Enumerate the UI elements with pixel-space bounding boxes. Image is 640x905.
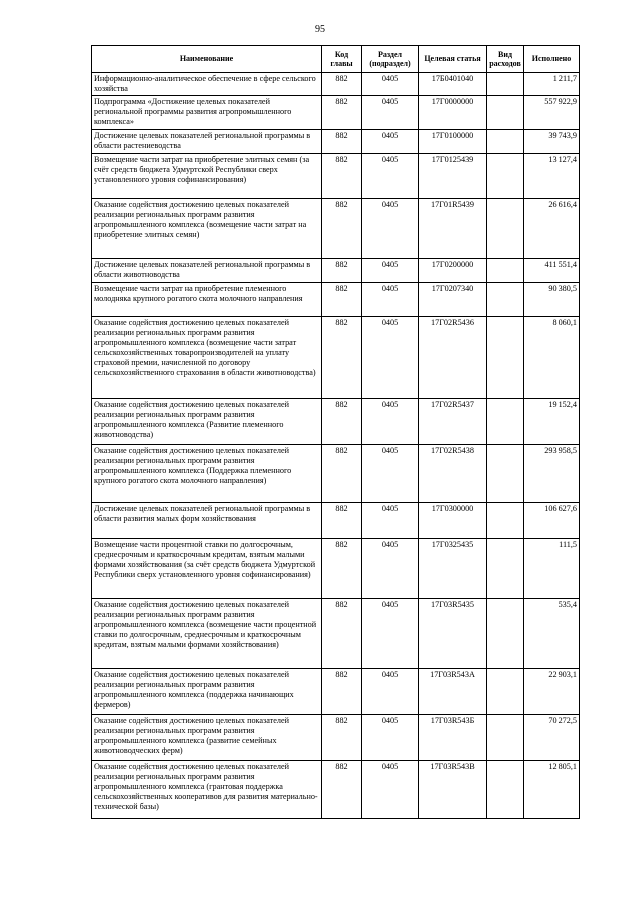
row-code: 882 [322,599,362,669]
row-section: 0405 [362,199,419,259]
row-code: 882 [322,715,362,761]
row-type [487,283,524,317]
table-row [92,445,580,503]
table-row [92,154,580,199]
row-target: 17Г0300000 [419,503,487,539]
row-section: 0405 [362,283,419,317]
table-row [92,259,580,283]
row-code: 882 [322,154,362,199]
row-name: Достижение целевых показателей региональной программы в области развития малых форм хозяйствования [92,503,322,539]
row-type [487,715,524,761]
row-done: 26 616,4 [524,199,580,259]
header-target: Целевая статья [419,46,487,73]
row-code: 882 [322,96,362,130]
row-name: Оказание содействия достижению целевых показателей реализации региональных программ развития агропромышленного комплекса (возмещение части затрат сельскохозяйственных товаропроизводителей на уплату страховой премии, начисленной по договору сельскохозяйственного страхования в области животноводства) [92,317,322,399]
budget-table [91,45,580,819]
row-name: Подпрограмма «Достижение целевых показателей региональной программы развития агропромышленного комплекса» [92,96,322,130]
row-name: Оказание содействия достижению целевых показателей реализации региональных программ развития агропромышленного комплекса (возмещение части процентной ставки по долгосрочным, среднесрочным и краткосрочным кредитам, взятым малыми формами хозяйствования) [92,599,322,669]
row-done: 39 743,9 [524,130,580,154]
header-type: Вид расходов [487,46,524,73]
row-code: 882 [322,199,362,259]
header-done: Исполнено [524,46,580,73]
row-name: Оказание содействия достижению целевых показателей реализации региональных программ развития агропромышленного комплекса (возмещение части затрат на приобретение элитных семян) [92,199,322,259]
table-row [92,539,580,599]
table-row [92,599,580,669]
row-type [487,154,524,199]
row-done: 22 903,1 [524,669,580,715]
row-name: Оказание содействия достижению целевых показателей реализации региональных программ развития агропромышленного комплекса (поддержка начинающих фермеров) [92,669,322,715]
row-code: 882 [322,317,362,399]
row-code: 882 [322,259,362,283]
row-section: 0405 [362,539,419,599]
row-section: 0405 [362,399,419,445]
row-target: 17Г03R543Б [419,715,487,761]
row-section: 0405 [362,761,419,819]
row-type [487,317,524,399]
row-section: 0405 [362,669,419,715]
row-target: 17Г02R5436 [419,317,487,399]
row-type [487,669,524,715]
row-code: 882 [322,73,362,96]
row-type [487,445,524,503]
table-row [92,399,580,445]
row-target: 17Г0125439 [419,154,487,199]
table-header-row [92,46,580,73]
row-target: 17Г02R5438 [419,445,487,503]
row-done: 411 551,4 [524,259,580,283]
header-code: Код главы [322,46,362,73]
row-target: 17Б0401040 [419,73,487,96]
row-target: 17Г0207340 [419,283,487,317]
row-section: 0405 [362,259,419,283]
row-target: 17Г02R5437 [419,399,487,445]
row-section: 0405 [362,317,419,399]
row-type [487,96,524,130]
row-type [487,399,524,445]
table-row [92,199,580,259]
row-done: 19 152,4 [524,399,580,445]
row-type [487,259,524,283]
row-code: 882 [322,539,362,599]
row-section: 0405 [362,503,419,539]
row-name: Оказание содействия достижению целевых показателей реализации региональных программ развития агропромышленного комплекса (грантовая поддержка сельскохозяйственных кооперативов для развития материально-технической базы) [92,761,322,819]
row-done: 535,4 [524,599,580,669]
table-row [92,669,580,715]
row-done: 293 958,5 [524,445,580,503]
row-name: Возмещение части затрат на приобретение племенного молодняка крупного рогатого скота молочного направления [92,283,322,317]
row-code: 882 [322,761,362,819]
row-code: 882 [322,399,362,445]
table-row [92,317,580,399]
row-code: 882 [322,283,362,317]
row-type [487,599,524,669]
row-name: Оказание содействия достижению целевых показателей реализации региональных программ развития агропромышленного комплекса (Поддержка племенного крупного рогатого скота молочного направления) [92,445,322,503]
row-section: 0405 [362,73,419,96]
table-row [92,761,580,819]
row-done: 8 060,1 [524,317,580,399]
row-type [487,130,524,154]
row-target: 17Г0100000 [419,130,487,154]
row-section: 0405 [362,445,419,503]
row-section: 0405 [362,96,419,130]
table-row [92,283,580,317]
row-done: 12 805,1 [524,761,580,819]
row-code: 882 [322,503,362,539]
table-row [92,73,580,96]
row-target: 17Г0000000 [419,96,487,130]
row-type [487,761,524,819]
row-name: Оказание содействия достижению целевых показателей реализации региональных программ развития агропромышленного комплекса (развитие семейных животноводческих ферм) [92,715,322,761]
row-name: Оказание содействия достижению целевых показателей реализации региональных программ развития агропромышленного комплекса (Развитие племенного животноводства) [92,399,322,445]
row-name: Достижение целевых показателей региональной программы в области животноводства [92,259,322,283]
row-code: 882 [322,669,362,715]
row-type [487,539,524,599]
page-number: 95 [315,24,325,35]
header-section: Раздел (подраздел) [362,46,419,73]
row-target: 17Г03R5435 [419,599,487,669]
row-type [487,503,524,539]
row-target: 17Г0325435 [419,539,487,599]
row-target: 17Г0200000 [419,259,487,283]
row-done: 70 272,5 [524,715,580,761]
row-name: Информационно-аналитическое обеспечение в сфере сельского хозяйства [92,73,322,96]
row-target: 17Г03R543В [419,761,487,819]
row-code: 882 [322,130,362,154]
row-done: 1 211,7 [524,73,580,96]
row-target: 17Г03R543А [419,669,487,715]
row-target: 17Г01R5439 [419,199,487,259]
row-name: Возмещение части процентной ставки по долгосрочным, среднесрочным и краткосрочным кредитам, взятым малыми формами хозяйствования (за счёт средств бюджета Удмуртской Республики сверх установленного уровня софинансирования) [92,539,322,599]
table-row [92,715,580,761]
table-row [92,130,580,154]
row-type [487,199,524,259]
row-done: 13 127,4 [524,154,580,199]
row-name: Возмещение части затрат на приобретение элитных семян (за счёт средств бюджета Удмуртской Республики сверх установленного уровня софинансирования) [92,154,322,199]
header-name: Наименование [92,46,322,73]
row-section: 0405 [362,599,419,669]
row-done: 557 922,9 [524,96,580,130]
table-row [92,503,580,539]
row-done: 111,5 [524,539,580,599]
row-section: 0405 [362,154,419,199]
row-done: 90 380,5 [524,283,580,317]
row-type [487,73,524,96]
table-row [92,96,580,130]
row-code: 882 [322,445,362,503]
row-section: 0405 [362,130,419,154]
row-section: 0405 [362,715,419,761]
row-done: 106 627,6 [524,503,580,539]
row-name: Достижение целевых показателей региональной программы в области растениеводства [92,130,322,154]
